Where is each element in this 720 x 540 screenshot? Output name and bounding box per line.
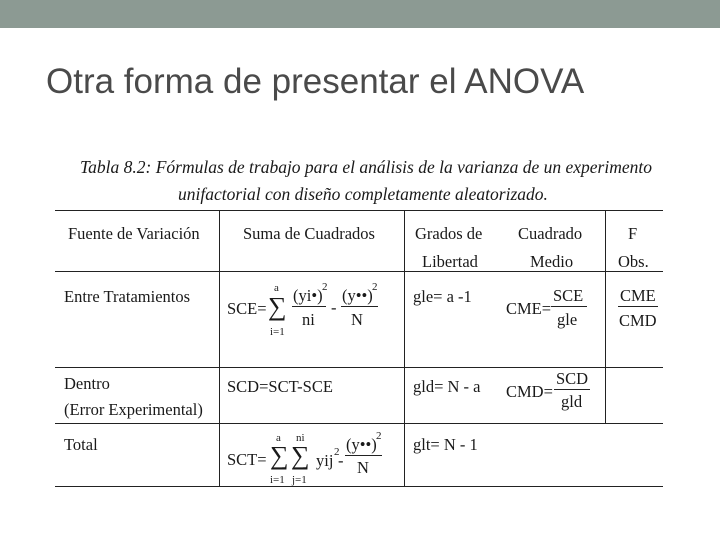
row-entre-exp2: 2 <box>372 281 378 293</box>
row-entre-f-den: CMD <box>619 311 657 330</box>
row-total-term-exp: 2 <box>334 446 340 458</box>
row-dentro-cm-label: CMD= <box>506 382 553 401</box>
header-suma: Suma de Cuadrados <box>243 224 375 243</box>
row-dentro-sc: SCD=SCT-SCE <box>227 377 333 396</box>
row-total-sct-label: SCT= <box>227 450 267 469</box>
row-entre-fraction-bar-1 <box>292 306 326 307</box>
column-rule-3 <box>605 210 606 423</box>
row-total-fraction-bar <box>345 455 382 456</box>
row-entre-minus: - <box>331 298 337 317</box>
row-total-den: N <box>357 458 369 477</box>
row-total-sum1-lower: i=1 <box>270 474 285 486</box>
row-entre-f-bar <box>618 306 658 307</box>
row-dentro-fuente-line-2: (Error Experimental) <box>64 400 203 419</box>
column-rule-1 <box>219 210 220 486</box>
row-total-gl: glt= N - 1 <box>413 435 478 454</box>
summation-icon: ∑ <box>291 441 310 470</box>
column-rule-2 <box>404 210 405 486</box>
header-cuadrado-line-2: Medio <box>530 252 574 271</box>
row-entre-sum-upper: a <box>274 282 279 294</box>
row-entre-cm-bar <box>551 306 587 307</box>
header-rule <box>55 271 663 272</box>
row-dentro-cm-bar <box>554 389 590 390</box>
header-fuente: Fuente de Variación <box>68 224 200 243</box>
row-rule-2 <box>55 423 663 424</box>
summation-icon: ∑ <box>270 441 289 470</box>
row-entre-den2: N <box>351 310 363 329</box>
row-total-sum1-upper: a <box>276 432 281 444</box>
row-total-sum2-upper: ni <box>296 432 305 444</box>
row-entre-gl: gle= a -1 <box>413 287 472 306</box>
row-entre-num2: (y••) <box>342 286 373 305</box>
row-entre-cm-den: gle <box>557 310 578 329</box>
header-f-line-2: Obs. <box>618 252 649 271</box>
row-entre-den1: ni <box>302 310 315 329</box>
row-entre-sum-lower: i=1 <box>270 326 285 338</box>
row-entre-num1: (yi•) <box>293 286 323 305</box>
row-total-sum2-lower: j=1 <box>292 474 307 486</box>
row-entre-fraction-bar-2 <box>341 306 378 307</box>
table-caption-line-2: unifactorial con diseño completamente aleatorizado. <box>178 184 548 204</box>
row-total-term: yij <box>316 451 334 470</box>
header-grados-line-2: Libertad <box>422 252 478 271</box>
row-entre-sce-label: SCE= <box>227 299 267 318</box>
row-dentro-gl: gld= N - a <box>413 377 481 396</box>
row-total-minus: - <box>338 451 344 470</box>
row-entre-cm-num: SCE <box>553 286 584 305</box>
row-entre-cm-label: CME= <box>506 299 552 318</box>
table-bottom-rule <box>55 486 663 487</box>
row-entre-fuente: Entre Tratamientos <box>64 287 191 306</box>
slide-title: Otra forma de presentar el ANOVA <box>46 62 585 101</box>
row-total-num: (y••) <box>346 435 377 454</box>
row-entre-f-num: CME <box>620 286 656 305</box>
header-f-line-1: F <box>628 224 638 243</box>
row-dentro-cm-den: gld <box>561 392 583 411</box>
header-grados-line-1: Grados de <box>415 224 483 243</box>
table-caption-line-1: Tabla 8.2: Fórmulas de trabajo para el análisis de la varianza de un experimento <box>80 157 652 177</box>
row-dentro-fuente-line-1: Dentro <box>64 374 110 393</box>
top-bar <box>0 0 720 28</box>
row-entre-exp1: 2 <box>322 281 328 293</box>
row-rule-1 <box>55 367 663 368</box>
summation-icon: ∑ <box>268 292 287 321</box>
row-total-exp: 2 <box>376 430 382 442</box>
row-dentro-cm-num: SCD <box>556 369 589 388</box>
table-top-rule <box>55 210 663 211</box>
header-cuadrado-line-1: Cuadrado <box>518 224 583 243</box>
row-total-fuente: Total <box>64 435 98 454</box>
